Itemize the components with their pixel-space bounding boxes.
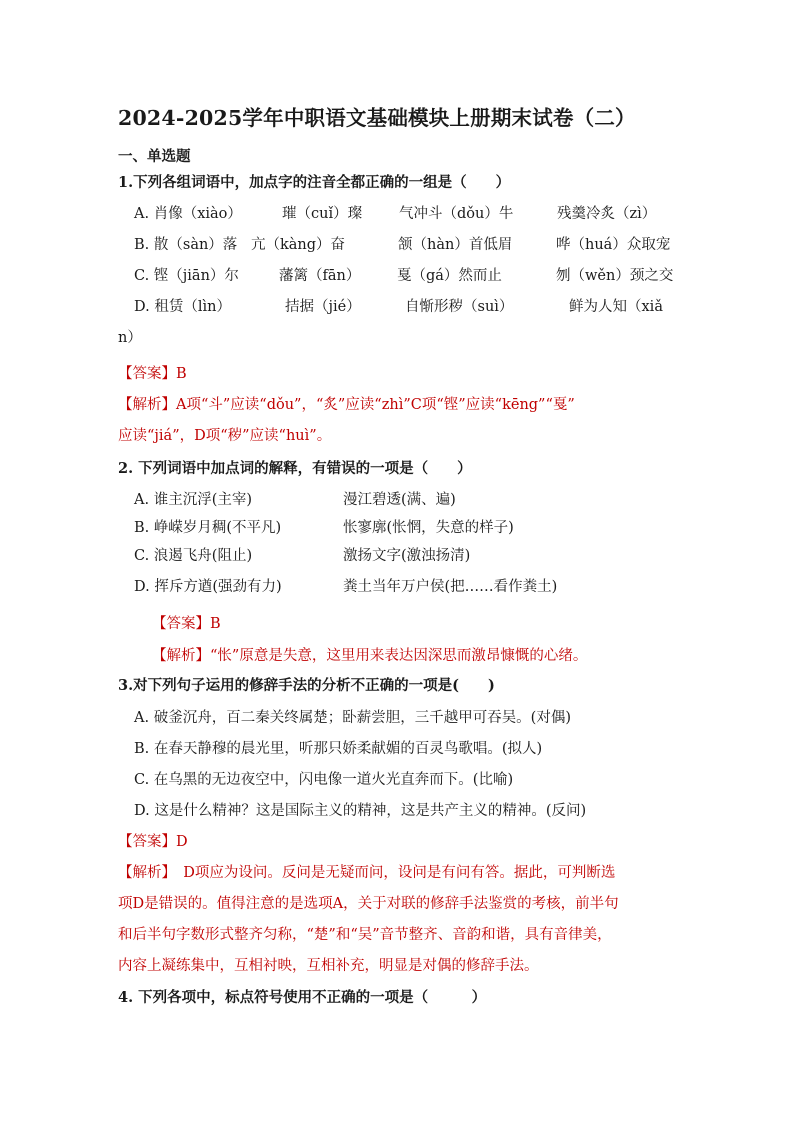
answer-label: 【答案】 xyxy=(118,366,176,382)
q2-analysis xyxy=(152,644,587,665)
q1-option-b-1: B. 散（sàn）落 xyxy=(134,237,238,253)
q2-option-b-1: B. 峥嵘岁月稠(不平凡) xyxy=(134,520,282,536)
section-heading: 一、单选题 xyxy=(118,148,191,165)
q1-answer xyxy=(118,362,187,383)
answer-value: B xyxy=(210,616,221,632)
analysis-text: “怅”原意是失意，这里用来表达因深思而激昂慷慨的心绪。 xyxy=(210,648,588,664)
answer-value: B xyxy=(176,366,187,382)
page-title: 2024-2025学年中职语文基础模块上册期末试卷（二） xyxy=(118,106,636,130)
q3-option-d: D. 这是什么精神？这是国际主义的精神，这是共产主义的精神。(反问) xyxy=(134,803,587,819)
analysis-label: 【解析】 xyxy=(118,865,169,881)
q1-option-d-wrap: n） xyxy=(118,330,142,346)
question-3-stem: 3.对下列句子运用的修辞手法的分析不正确的一项是( ) xyxy=(118,677,495,694)
q1-option-c-2: 藩篱（fān） xyxy=(279,268,361,284)
analysis-label: 【解析】 xyxy=(152,648,210,664)
analysis-label: 【解析】 xyxy=(118,397,176,413)
q1-option-d-2: 拮据（jié） xyxy=(285,299,361,315)
q1-option-b-2: 亢（kàng）奋 xyxy=(251,237,346,253)
analysis-text: D项应为设问。反问是无疑而问，设问是有问有答。据此，可判断选 xyxy=(168,865,616,881)
q1-option-b-3: 颔（hàn）首低眉 xyxy=(398,237,513,253)
q3-analysis-line-4: 内容上凝练集中，互相衬映，互相补充，明显是对偶的修辞手法。 xyxy=(118,958,539,974)
q1-option-a-3: 气冲斗（dǒu）牛 xyxy=(399,206,514,222)
q1-option-b-4: 哗（huá）众取宠 xyxy=(556,237,671,253)
q2-option-c-1: C. 浪遏飞舟(阻止) xyxy=(134,548,253,564)
question-1-stem: 1.下列各组词语中，加点字的注音全都正确的一组是（ ） xyxy=(118,174,511,191)
answer-label: 【答案】 xyxy=(118,834,176,850)
q1-option-c-1: C. 铿（jiān）尔 xyxy=(134,268,239,284)
question-2-stem: 2. 下列词语中加点词的解释，有错误的一项是（ ） xyxy=(118,460,472,477)
q2-option-a-1: A. 谁主沉浮(主宰) xyxy=(134,492,253,508)
answer-value: D xyxy=(176,834,188,850)
q2-option-d-1: D. 挥斥方遒(强劲有力) xyxy=(134,579,282,595)
q3-analysis-line-3: 和后半句字数形式整齐匀称，“楚”和“吴”音节整齐、音韵和谐，具有音律美， xyxy=(118,927,612,943)
q3-analysis-line-1 xyxy=(118,861,615,882)
q3-option-a: A. 破釜沉舟，百二秦关终属楚；卧薪尝胆，三千越甲可吞吴。(对偶) xyxy=(134,710,572,726)
q1-option-a-2: 璀（cuǐ）璨 xyxy=(282,206,363,222)
q2-option-a-2: 漫江碧透(满、遍) xyxy=(343,492,456,508)
q1-option-a-4: 残羹冷炙（zì） xyxy=(557,206,657,222)
q1-analysis-line-1 xyxy=(118,393,575,414)
q2-option-b-2: 怅寥廓(怅惘，失意的样子) xyxy=(343,520,514,536)
q1-option-c-4: 刎（wěn）颈之交 xyxy=(556,268,674,284)
answer-label: 【答案】 xyxy=(152,616,210,632)
question-4-stem: 4. 下列各项中，标点符号使用不正确的一项是（ ） xyxy=(118,989,487,1006)
q3-option-c: C. 在乌黑的无边夜空中，闪电像一道火光直奔而下。(比喻) xyxy=(134,772,514,788)
q3-answer xyxy=(118,830,188,851)
q1-analysis-line-2: 应读“jiá”，D项“秽”应读“huì”。 xyxy=(118,428,332,444)
q1-option-a-1: A. 肖像（xiào） xyxy=(134,206,242,222)
q2-answer xyxy=(152,612,221,633)
q1-option-d-4: 鲜为人知（xiǎ xyxy=(569,299,663,315)
q3-option-b: B. 在春天静穆的晨光里，听那只娇柔献媚的百灵鸟歌唱。(拟人) xyxy=(134,741,543,757)
q2-option-c-2: 激扬文字(激浊扬清) xyxy=(343,548,471,564)
q3-analysis-line-2: 项D是错误的。值得注意的是选项A，关于对联的修辞手法鉴赏的考核，前半句 xyxy=(118,896,619,912)
q1-option-d-3: 自惭形秽（suì） xyxy=(405,299,514,315)
analysis-text: A项“斗”应读“dǒu”，“炙”应读“zhì”C项“铿”应读“kēng”“戛” xyxy=(176,397,575,413)
q1-option-c-3: 戛（gá）然而止 xyxy=(397,268,502,284)
q2-option-d-2: 粪土当年万户侯(把……看作粪土) xyxy=(343,579,558,595)
q1-option-d-1: D. 租赁（lìn） xyxy=(134,299,231,315)
